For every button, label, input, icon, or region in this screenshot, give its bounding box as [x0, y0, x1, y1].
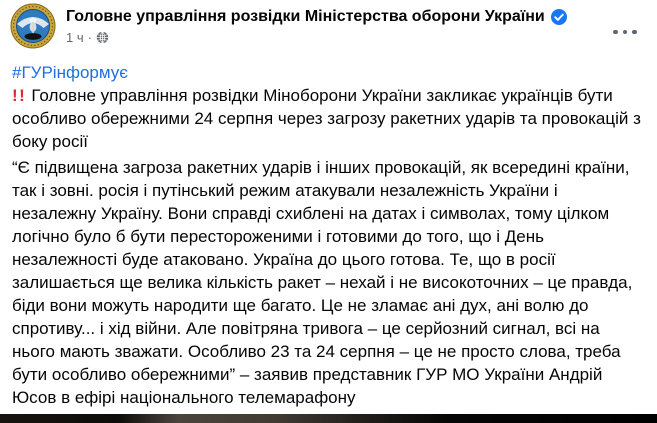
hashtag-link[interactable]: #ГУРінформує — [12, 63, 128, 82]
globe-icon — [96, 31, 109, 44]
more-options-button[interactable] — [607, 22, 643, 42]
quote-text: “Є підвищена загроза ракетних ударів і інших провокацій, як всередині країни, так і зовні. росія і путінський режим атакували незалежність України і незалежну Україну. Вони справді схиблені на датах і символах, тому цілком логічно було б бути перестороженими і готовими до того, що і День незалежності буде атаковано. Україна до цього готова. Те, що в росії залишається ще велика кількість ракет – нехай і не високоточних – це правда, біди вони можуть народити ще багато. Це не зламає ані дух, ані волю до спротиву... і хід війни. Але повітряна тривога – це серйозний сигнал, всі на нього мають зважати. Особливо 23 та 24 серпня – це не просто слова, треба бути особливо обережними” – заявив представник ГУР МО України Андрій Юсов в ефірі національного телемарафону — [12, 158, 633, 407]
page-avatar[interactable] — [10, 3, 56, 49]
post-timestamp[interactable]: 1 ч — [66, 30, 84, 45]
emblem-bat-shape — [25, 33, 42, 40]
header-text — [66, 6, 597, 45]
post-header — [0, 0, 657, 56]
double-exclamation-emoji: !! — [12, 86, 27, 105]
attached-image[interactable] — [0, 414, 657, 423]
post-meta — [66, 30, 597, 45]
verified-badge-icon — [551, 9, 567, 25]
lead-text: Головне управління розвідки Міноборони України закликає українців бути особливо обережними 24 серпня через загрозу ракетних ударів та провокацій з боку росії — [12, 86, 641, 151]
meta-separator: · — [87, 30, 92, 45]
post-lead-paragraph — [12, 84, 645, 153]
page-name[interactable]: Головне управління розвідки Міністерства оборони України — [66, 8, 545, 25]
post-text — [0, 56, 657, 409]
post-quote-paragraph — [12, 156, 645, 409]
